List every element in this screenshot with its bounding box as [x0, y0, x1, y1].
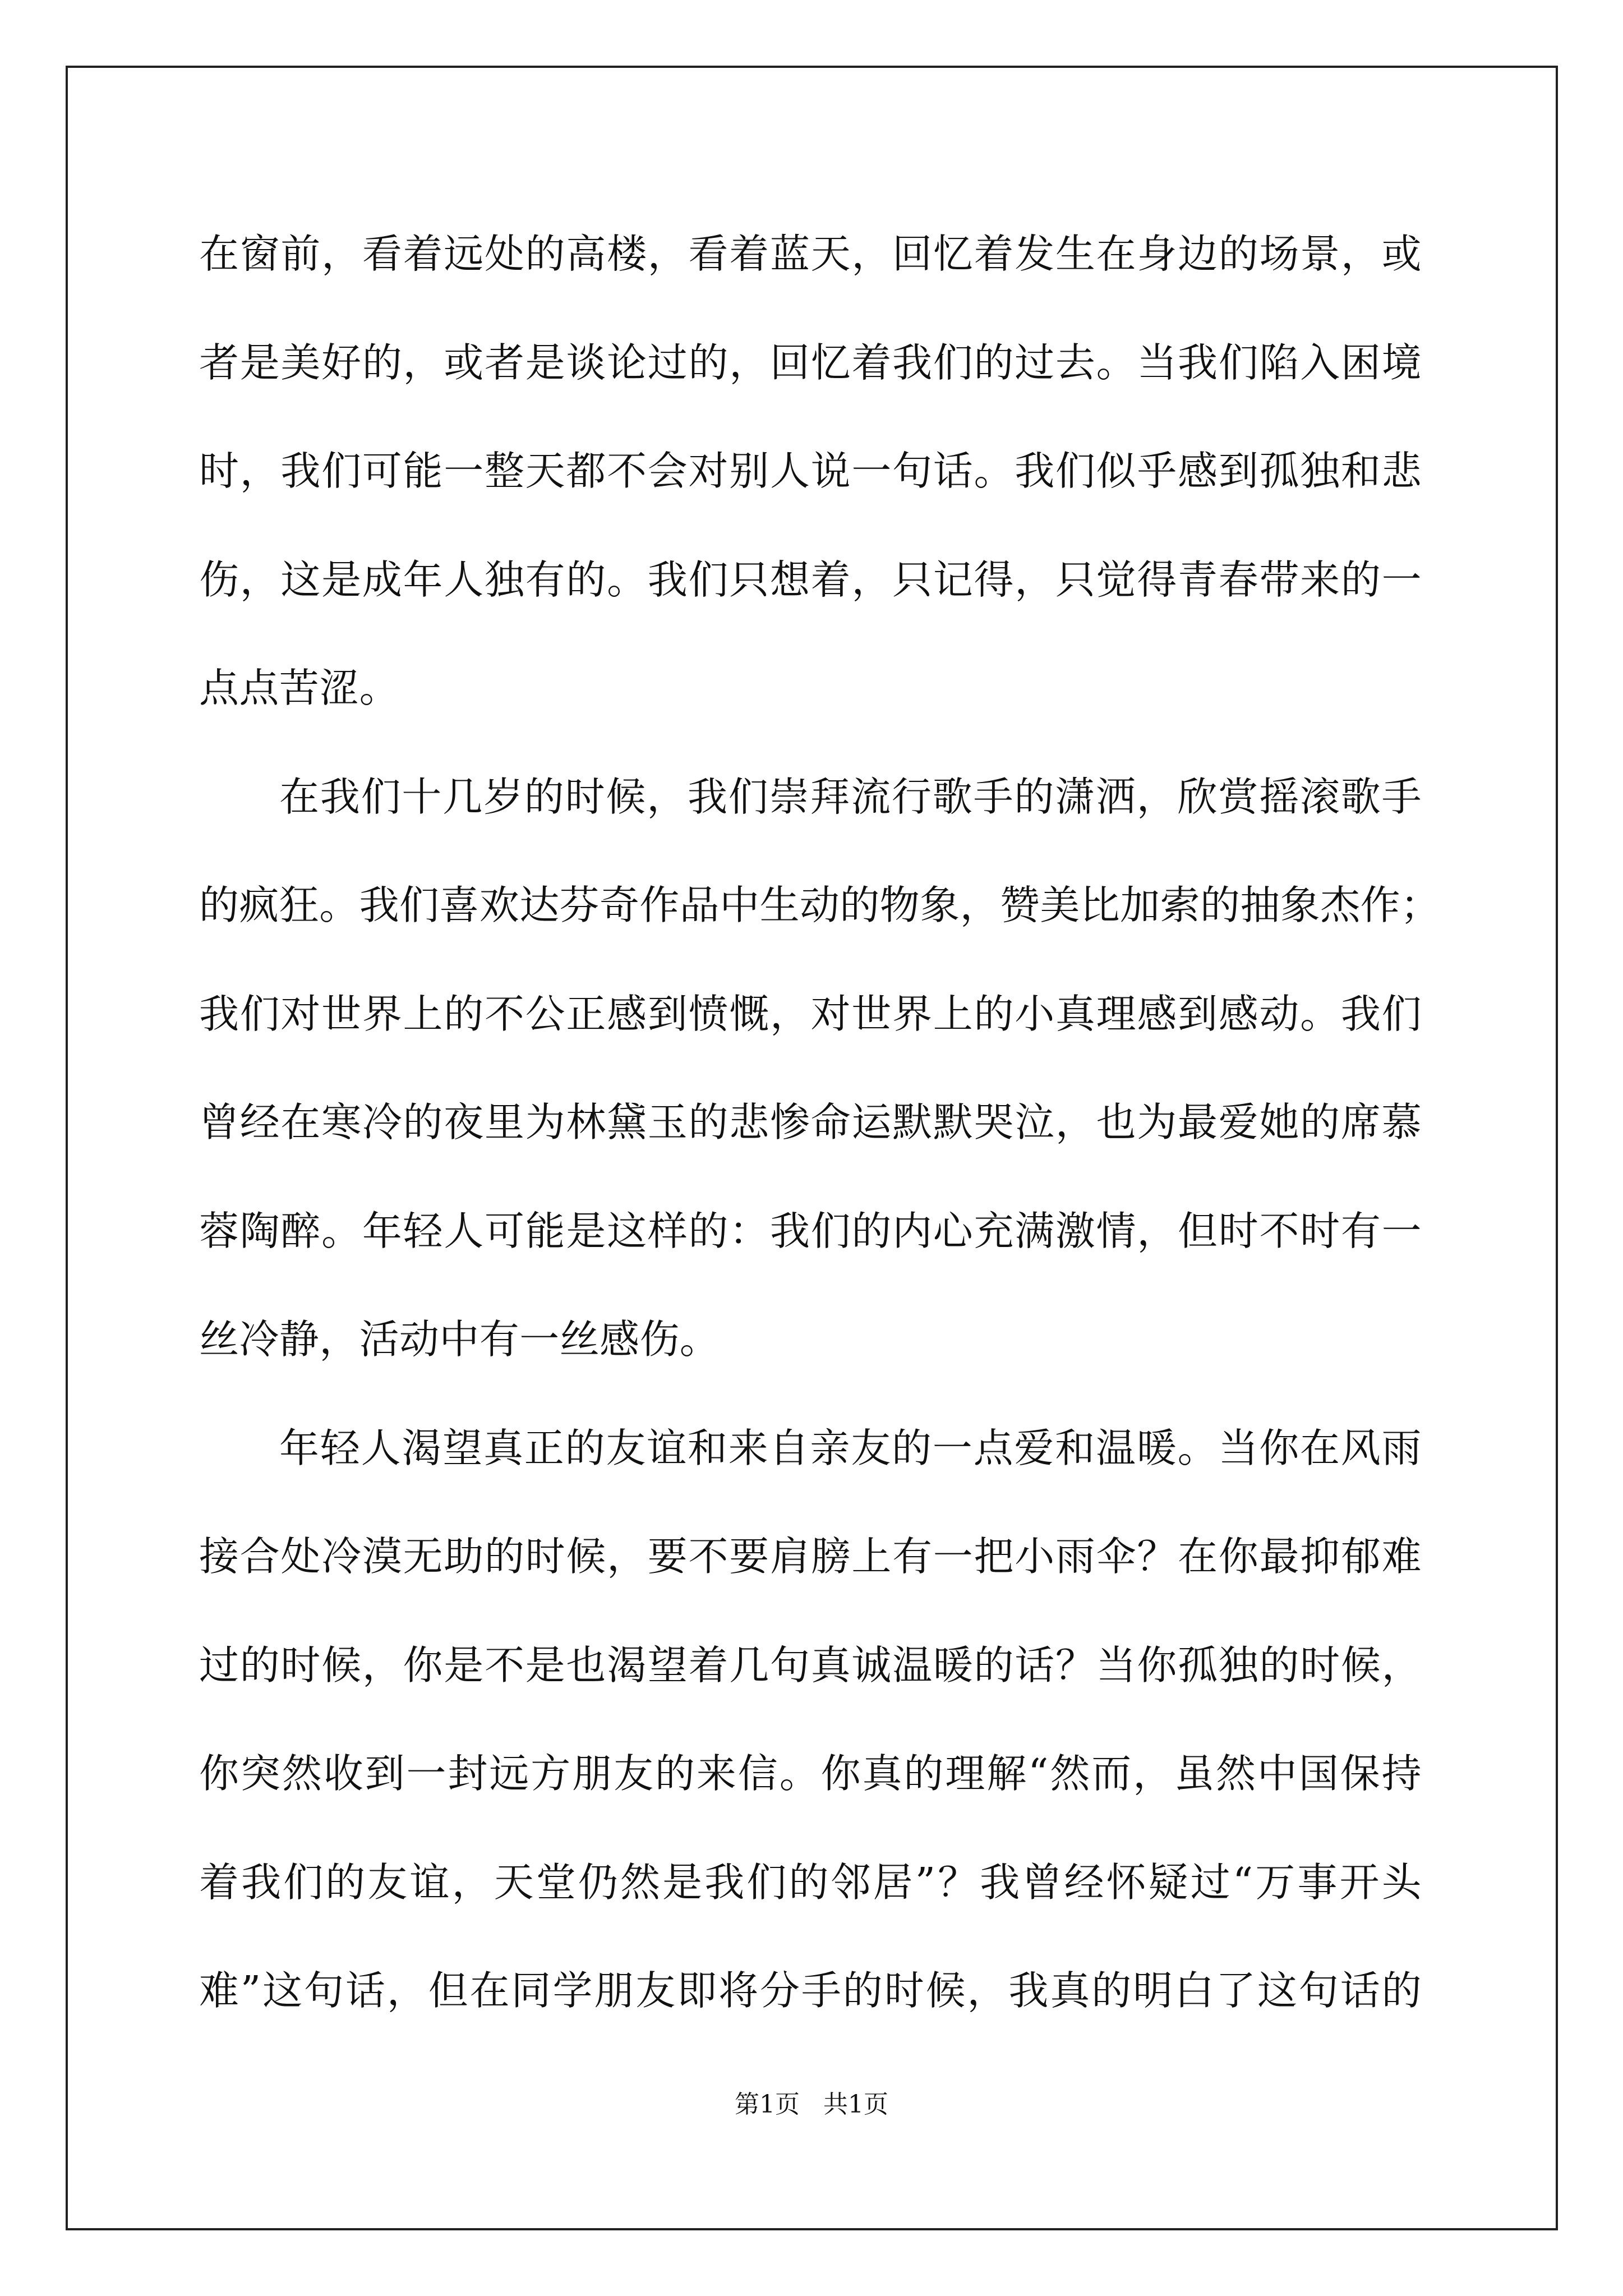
- text-line: 我们对世界上的不公正感到愤慨，对世界上的小真理感到感动。我们: [199, 990, 1422, 1037]
- text-line: 在窗前，看着远处的高楼，看着蓝天，回忆着发生在身边的场景，或: [199, 231, 1422, 277]
- text-line: 接合处冷漠无助的时候，要不要肩膀上有一把小雨伞？在你最抑郁难: [199, 1533, 1422, 1580]
- text-line: 难”这句话，但在同学朋友即将分手的时候，我真的明白了这句话的: [199, 1967, 1422, 2014]
- text-line: 点点苦涩。: [199, 665, 400, 711]
- text-line: 时，我们可能一整天都不会对别人说一句话。我们似乎感到孤独和悲: [199, 448, 1422, 494]
- text-line: 曾经在寒冷的夜里为林黛玉的悲惨命运默默哭泣，也为最爱她的席慕: [199, 1099, 1422, 1145]
- text-line: 在我们十几岁的时候，我们崇拜流行歌手的潇洒，欣赏摇滚歌手: [279, 773, 1422, 820]
- text-line: 你突然收到一封远方朋友的来信。你真的理解“然而，虽然中国保持: [199, 1750, 1422, 1797]
- text-line: 伤，这是成年人独有的。我们只想着，只记得，只觉得青春带来的一: [199, 556, 1422, 603]
- text-line: 蓉陶醉。年轻人可能是这样的：我们的内心充满激情，但时不时有一: [199, 1207, 1422, 1254]
- text-line: 者是美好的，或者是谈论过的，回忆着我们的过去。当我们陷入困境: [199, 339, 1422, 386]
- text-line: 过的时候，你是不是也渴望着几句真诚温暖的话？当你孤独的时候，: [199, 1641, 1422, 1688]
- text-line: 年轻人渴望真正的友谊和来自亲友的一点爱和温暖。当你在风雨: [279, 1424, 1422, 1471]
- text-line: 着我们的友谊，天堂仍然是我们的邻居”？我曾经怀疑过“万事开头: [199, 1858, 1422, 1906]
- text-line: 丝冷静，活动中有一丝感伤。: [199, 1316, 720, 1363]
- page-footer: 第1页 共1页: [735, 2090, 888, 2119]
- text-line: 的疯狂。我们喜欢达芬奇作品中生动的物象，赞美比加索的抽象杰作；: [199, 882, 1441, 928]
